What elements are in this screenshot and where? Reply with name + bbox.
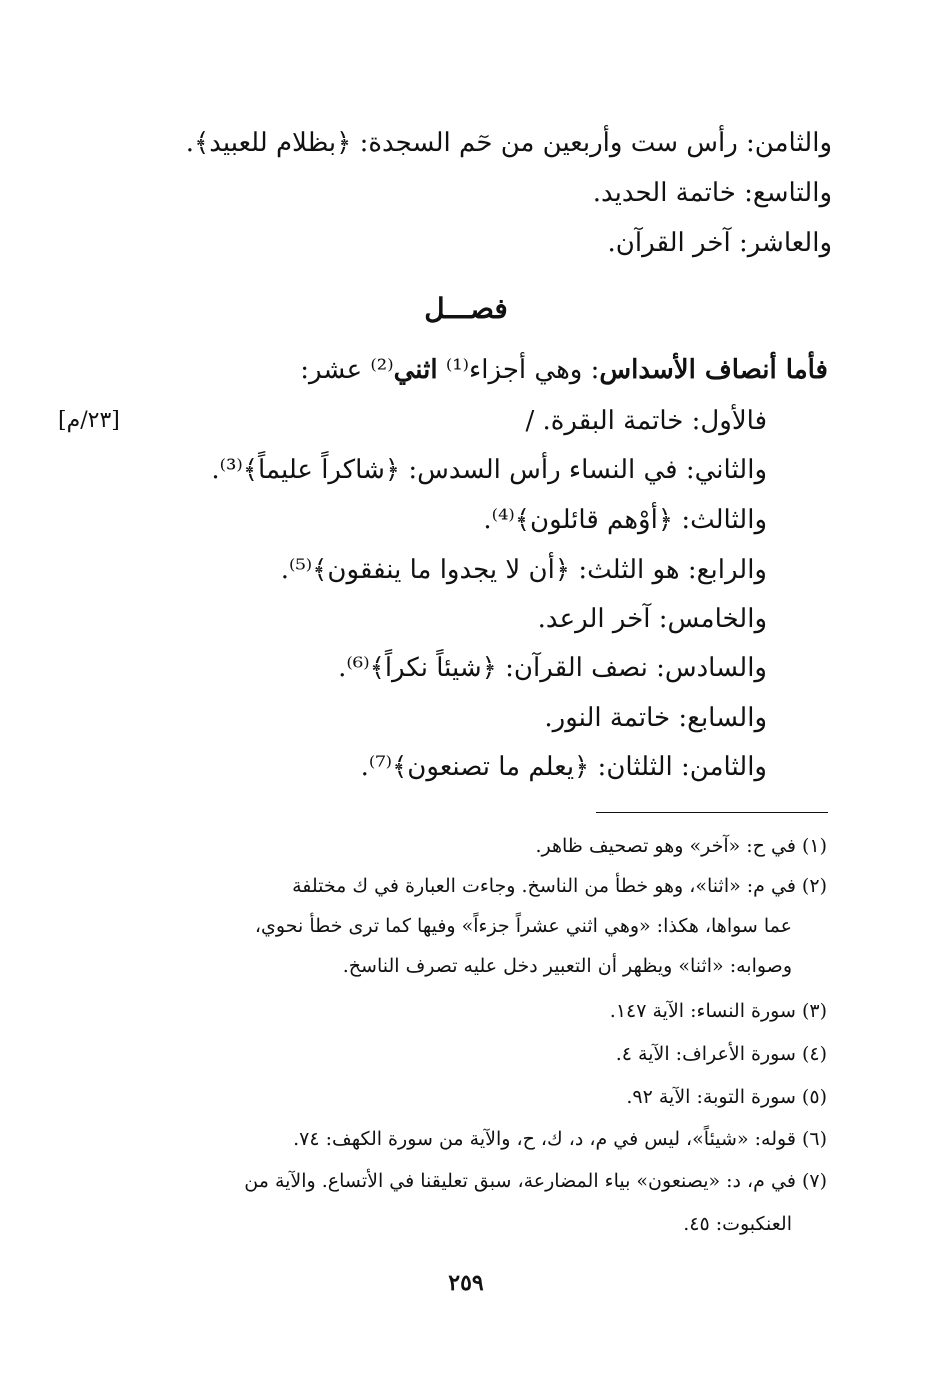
list-item-8: والثامن: الثلثان: ﴿يعلم ما تصنعون﴾⁽⁷⁾. bbox=[360, 752, 767, 782]
list-item-3: والثالث: ﴿أوْهم قائلون﴾⁽⁴⁾. bbox=[483, 505, 767, 535]
text-line-2: والتاسع: خاتمة الحديد. bbox=[592, 178, 832, 208]
footnote-7: (٧) في م، د: «يصنعون» بياء المضارعة، سبق تعليقنا في الأتساع. والآية من bbox=[244, 1170, 827, 1192]
intro-bold-2: اثني bbox=[393, 355, 438, 385]
list-item-2: والثاني: في النساء رأس السدس: ﴿شاكراً عليماً﴾⁽³⁾. bbox=[211, 455, 767, 485]
footnote-2: (٢) في م: «اثنا»، وهو خطأ من الناسخ. وجاءت العبارة في ك مختلفة bbox=[292, 875, 827, 897]
page-number: ٢٥٩ bbox=[448, 1270, 484, 1296]
footnote-3: (٣) سورة النساء: الآية ١٤٧. bbox=[609, 1000, 827, 1022]
text-line-1: والثامن: رأس ست وأربعين من حٓم السجدة: ﴿بظلام للعبيد﴾. bbox=[185, 128, 832, 158]
list-item-5: والخامس: آخر الرعد. bbox=[537, 604, 767, 634]
intro-rest: : وهي أجزاء⁽¹⁾ bbox=[437, 355, 600, 385]
intro-end: ⁽²⁾ عشر: bbox=[300, 355, 394, 385]
intro-line bbox=[300, 355, 828, 385]
footnote-2-cont-2: وصوابه: «اثنا» ويظهر أن التعبير دخل عليه تصرف الناسخ. bbox=[342, 955, 792, 977]
list-item-7: والسابع: خاتمة النور. bbox=[544, 703, 767, 733]
footnote-6: (٦) قوله: «شيئاً»، ليس في م، د، ك، ح، والآية من سورة الكهف: ٧٤. bbox=[293, 1128, 827, 1150]
margin-note: [٢٣/م] bbox=[58, 408, 120, 433]
footnote-4: (٤) سورة الأعراف: الآية ٤. bbox=[615, 1043, 827, 1065]
section-heading: فصـــل bbox=[424, 292, 508, 325]
footnote-7-cont: العنكبوت: ٤٥. bbox=[683, 1213, 792, 1235]
text-line-3: والعاشر: آخر القرآن. bbox=[607, 228, 832, 258]
footnote-2-cont-1: عما سواها، هكذا: «وهي اثني عشراً جزءاً» وفيها كما ترى خطأ نحوي، bbox=[254, 915, 792, 937]
footnote-5: (٥) سورة التوبة: الآية ٩٢. bbox=[626, 1086, 827, 1108]
list-item-6: والسادس: نصف القرآن: ﴿شيئاً نكراً﴾⁽⁶⁾. bbox=[338, 653, 767, 683]
list-item-1: فالأول: خاتمة البقرة. / bbox=[525, 406, 767, 436]
intro-bold: فأما أنصاف الأسداس bbox=[599, 355, 828, 385]
list-item-4: والرابع: هو الثلث: ﴿أن لا يجدوا ما ينفقون﴾⁽⁵⁾. bbox=[280, 555, 767, 585]
footnote-1: (١) في ح: «آخر» وهو تصحيف ظاهر. bbox=[535, 835, 827, 857]
footnote-divider bbox=[596, 812, 828, 813]
